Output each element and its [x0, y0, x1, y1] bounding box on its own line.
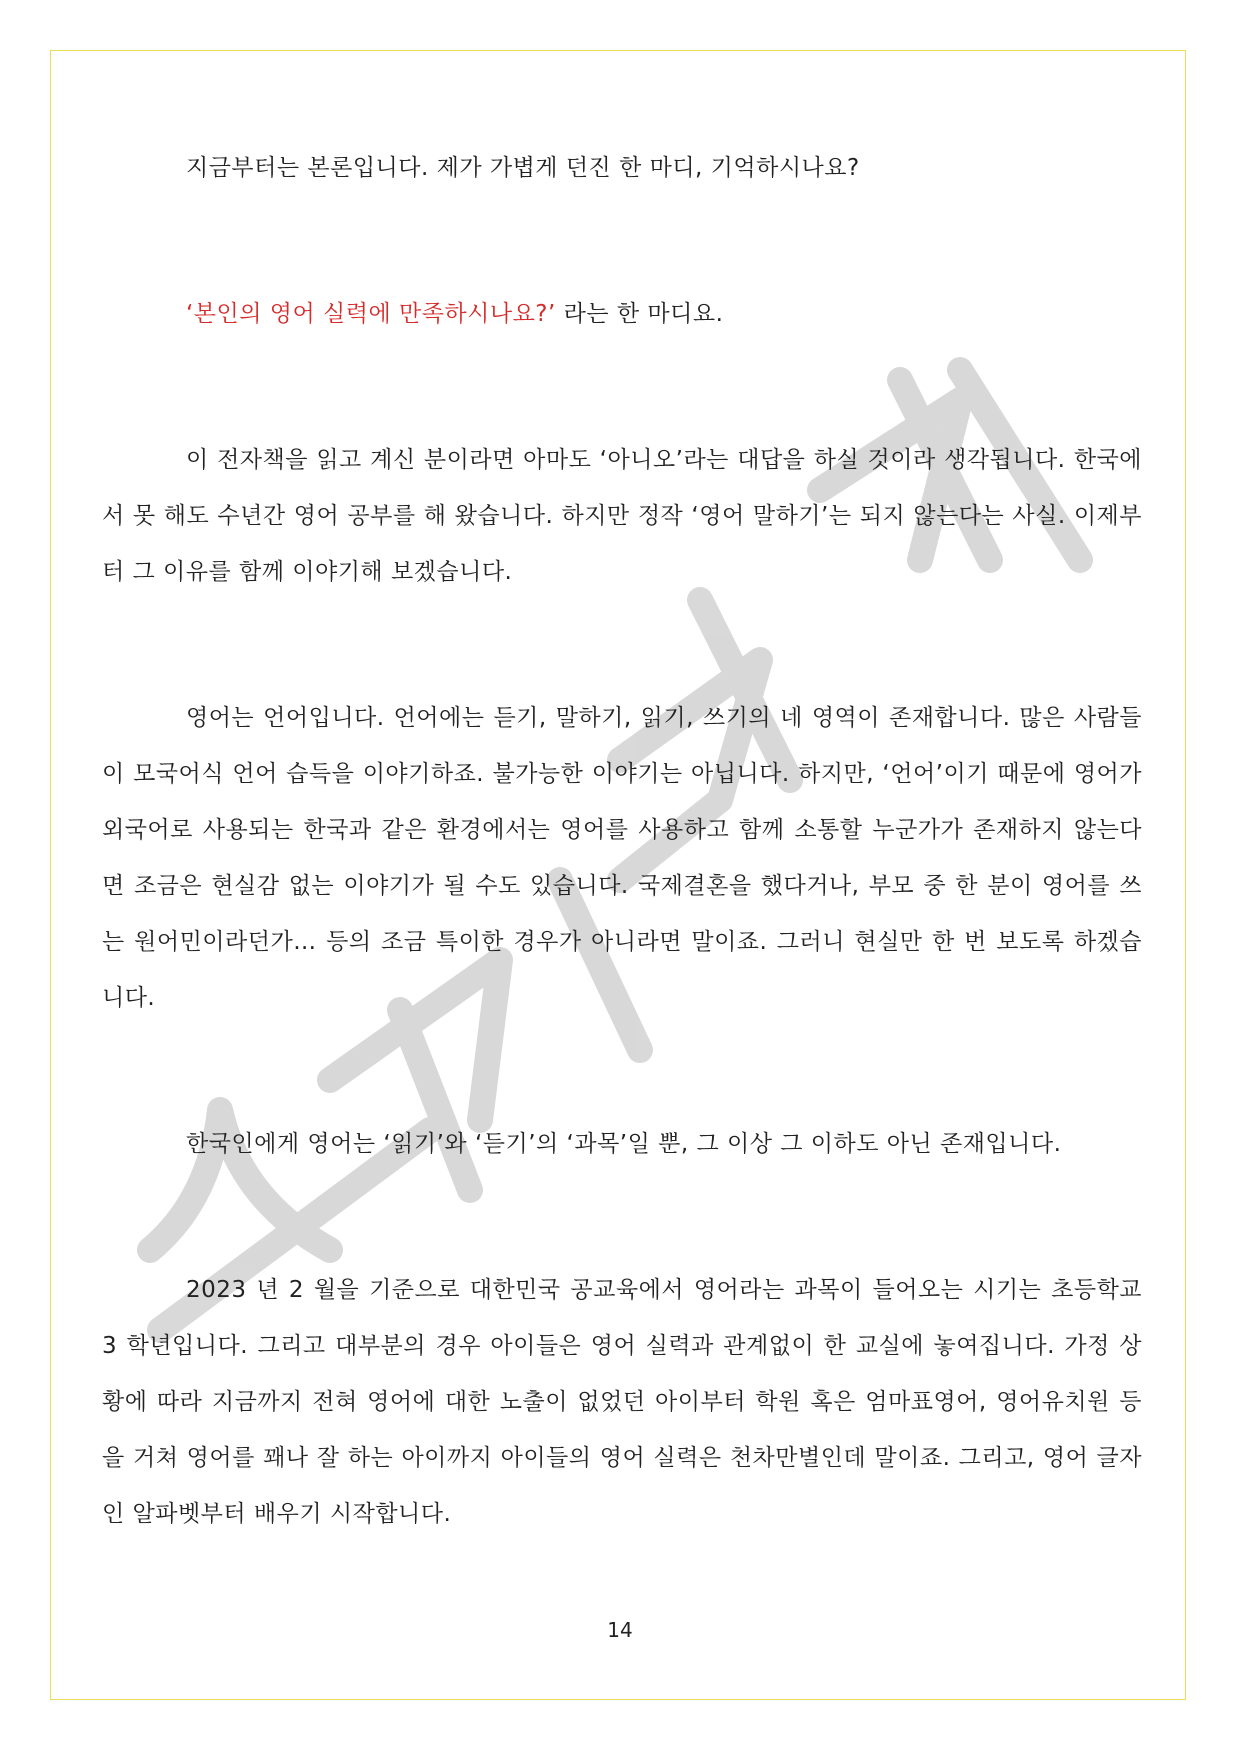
paragraph-ebook-readers: 이 전자책을 읽고 계신 분이라면 아마도 ‘아니오’라는 대답을 하실 것이라 생각됩니다. 한국에서 못 해도 수년간 영어 공부를 해 왔습니다. 하지만 정작 ‘영어 말하기’는 되지 않는다는 사실. 이제부터 그 이유를 함께 이야기해 보겠습니다.	[102, 447, 1142, 585]
paragraph-language-areas: 영어는 언어입니다. 언어에는 듣기, 말하기, 읽기, 쓰기의 네 영역이 존재합니다. 많은 사람들이 모국어식 언어 습득을 이야기하죠. 불가능한 이야기는 아닙니다. 하지만, ‘언어’이기 때문에 영어가 외국어로 사용되는 한국과 같은 환경에서는 영어를 사용하고 함께 소통할 누군가가 존재하지 않는다면 조금은 현실감 없는 이야기가 될 수도 있습니다. 국제결혼을 했다거나, 부모 중 한 분이 영어를 쓰는 원어민이라던가… 등의 조금 특이한 경우가 아니라면 말이죠. 그러니 현실만 한 번 보도록 하겠습니다.	[102, 705, 1142, 1011]
question-suffix: 라는 한 마디요.	[555, 301, 724, 327]
page-number: 14	[607, 1618, 633, 1642]
paragraph-korean-english: 한국인에게 영어는 ‘읽기’와 ‘듣기’의 ‘과목’일 뿐, 그 이상 그 이하도 아닌 존재입니다.	[186, 1131, 1062, 1157]
highlighted-question: ‘본인의 영어 실력에 만족하시나요?’	[186, 301, 556, 327]
paragraph-public-education: 2023 년 2 월을 기준으로 대한민국 공교육에서 영어라는 과목이 들어오는 시기는 초등학교 3 학년입니다. 그리고 대부분의 경우 아이들은 영어 실력과 관계없이 한 교실에 놓여집니다. 가정 상황에 따라 지금까지 전혀 영어에 대한 노출이 없었던 아이부터 학원 혹은 엄마표영어, 영어유치원 등을 거쳐 영어를 꽤나 잘 하는 아이까지 아이들의 영어 실력은 천차만별인데 말이죠. 그리고, 영어 글자인 알파벳부터 배우기 시작합니다.	[102, 1277, 1142, 1527]
paragraph-intro: 지금부터는 본론입니다. 제가 가볍게 던진 한 마디, 기억하시나요?	[186, 155, 860, 181]
document-body	[102, 140, 1142, 1542]
paragraph-question	[102, 286, 1142, 342]
